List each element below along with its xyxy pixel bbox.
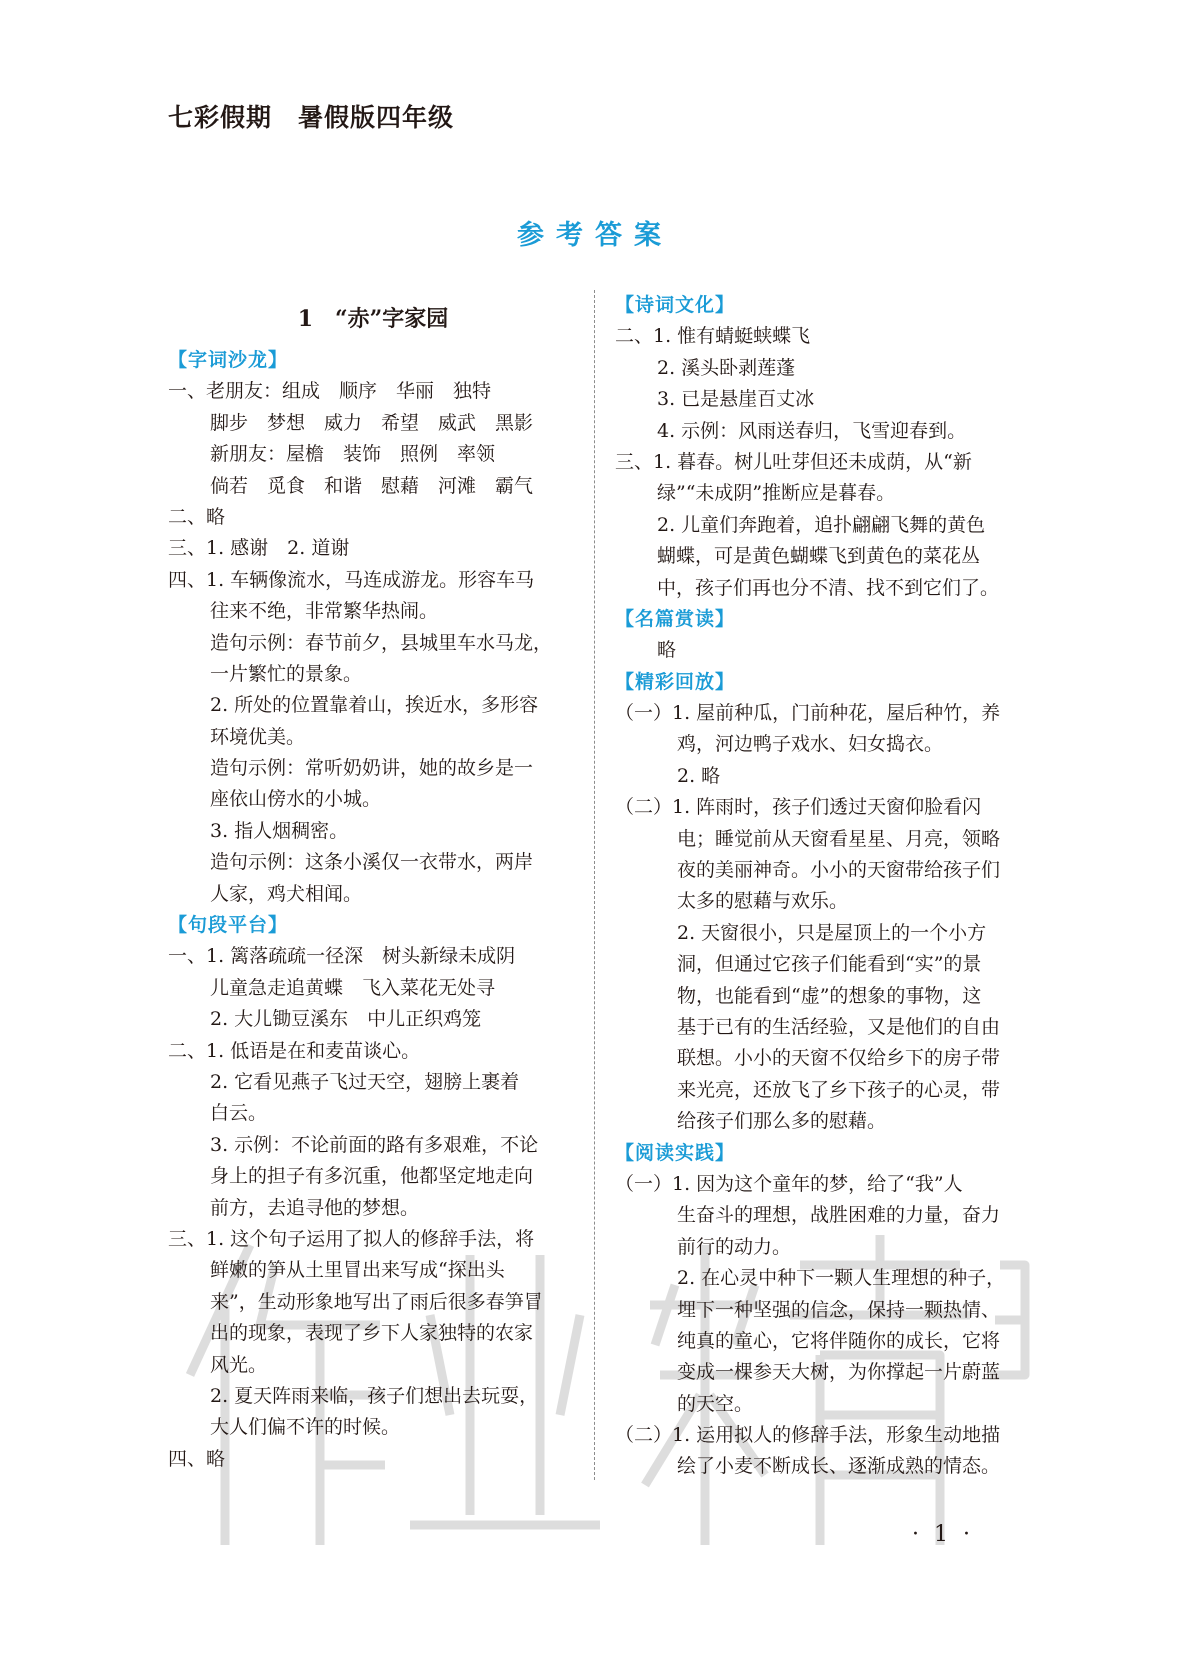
column-divider: [594, 290, 595, 1480]
answer-line: 三、1. 这个句子运用了拟人的修辞手法，将: [168, 1227, 535, 1250]
section-label-reading-practice: 【阅读实践】: [615, 1141, 736, 1164]
answer-line: 造句示例：常听奶奶讲，她的故乡是一: [210, 757, 534, 780]
answer-line: 四、略: [168, 1447, 226, 1470]
answer-line: 四、1. 车辆像流水，马连成游龙。形容车马: [168, 568, 535, 591]
answer-line: 生奋斗的理想，战胜困难的力量，奋力: [677, 1204, 1001, 1227]
answer-line: 2. 溪头卧剥莲蓬: [657, 356, 796, 379]
answer-line: 的天空。: [677, 1392, 754, 1415]
answer-line: 2. 天窗很小，只是屋顶上的一个小方: [677, 921, 987, 944]
answer-line: 鲜嫩的笋从土里冒出来写成“探出头: [210, 1259, 505, 1282]
answer-line: 2. 所处的位置靠着山，挨近水，多形容: [210, 694, 539, 717]
section-label-famous-reading: 【名篇赏读】: [615, 607, 736, 630]
answer-line: 埋下一种坚强的信念，保持一颗热情、: [677, 1298, 1001, 1321]
answer-line: 来”，生动形象地写出了雨后很多春笋冒: [210, 1290, 543, 1313]
answer-line: 前行的动力。: [677, 1235, 792, 1258]
answer-line: 一、老朋友：组成 顺序 华丽 独特: [168, 380, 492, 403]
page-number: · 1 ·: [912, 1522, 974, 1547]
answer-line: 2. 夏天阵雨来临，孩子们想出去玩耍，: [210, 1384, 539, 1407]
answer-line: 往来不绝，非常繁华热闹。: [210, 600, 439, 623]
answer-line: 出的现象，表现了乡下人家独特的农家: [210, 1322, 534, 1345]
answer-line: 2. 儿童们奔跑着，追扑翩翩飞舞的黄色: [657, 513, 986, 536]
answer-line: 人家，鸡犬相闻。: [210, 882, 363, 905]
answer-line: 变成一棵参天大树，为你撑起一片蔚蓝: [677, 1361, 1001, 1384]
answer-line: 白云。: [210, 1102, 268, 1125]
answer-line: （一）1. 屋前种瓜，门前种花，屋后种竹，养: [615, 702, 1001, 725]
answer-line: （二）1. 运用拟人的修辞手法，形象生动地描: [615, 1424, 1001, 1447]
answer-line: 二、1. 惟有蜻蜓蛱蝶飞: [615, 325, 811, 348]
answer-line: 绘了小麦不断成长、逐渐成熟的情态。: [677, 1455, 1001, 1478]
answer-line: 太多的慰藉与欢乐。: [677, 890, 849, 913]
section-label-sentence-platform: 【句段平台】: [168, 914, 289, 937]
answer-line: 绿”“未成阴”推断应是暮春。: [657, 482, 896, 505]
answer-line: 一片繁忙的景象。: [210, 662, 363, 685]
answer-line: 2. 在心灵中种下一颗人生理想的种子，: [677, 1267, 1006, 1290]
answer-line: 基于已有的生活经验，又是他们的自由: [677, 1015, 1001, 1038]
answer-line: 造句示例：这条小溪仅一衣带水，两岸: [210, 851, 534, 874]
answer-line: 3. 示例：不论前面的路有多艰难，不论: [210, 1133, 539, 1156]
answer-line: 三、1. 暮春。树儿吐芽但还未成荫，从“新: [615, 450, 972, 473]
answer-line: 脚步 梦想 威力 希望 威武 黑影: [210, 411, 534, 434]
answer-line: 风光。: [210, 1353, 268, 1376]
answer-line: 给孩子们那么多的慰藉。: [677, 1110, 887, 1133]
answer-line: 二、1. 低语是在和麦苗谈心。: [168, 1039, 421, 1062]
answer-line: 略: [657, 639, 677, 662]
answer-line: 纯真的童心，它将伴随你的成长，它将: [677, 1329, 1001, 1352]
answer-line: 4. 示例：风雨送春归，飞雪迎春到。: [657, 419, 967, 442]
answer-line: 前方，去追寻他的梦想。: [210, 1196, 420, 1219]
answer-line: 大人们偏不许的时候。: [210, 1416, 401, 1439]
answer-line: 2. 它看见燕子飞过天空，翅膀上裹着: [210, 1070, 520, 1093]
answer-line: 2. 略: [677, 764, 721, 787]
answer-line: 中，孩子们再也分不清、找不到它们了。: [657, 576, 1000, 599]
answer-line: 夜的美丽神奇。小小的天窗带给孩子们: [677, 859, 1001, 882]
answer-line: （一）1. 因为这个童年的梦，给了“我”人: [615, 1172, 963, 1195]
section-label-word-salon: 【字词沙龙】: [168, 349, 289, 371]
answer-line: 3. 指人烟稠密。: [210, 819, 349, 842]
answers-heading: 参考答案: [517, 220, 673, 251]
answer-line: 蝴蝶，可是黄色蝴蝶飞到黄色的菜花丛: [657, 545, 981, 568]
answer-line: 二、略: [168, 505, 226, 528]
answer-line: 3. 已是悬崖百丈冰: [657, 388, 815, 411]
answer-line: 造句示例：春节前夕，县城里车水马龙，: [210, 631, 553, 654]
right-column: [615, 290, 1025, 1483]
answer-line: 环境优美。: [210, 725, 306, 748]
answer-line: 新朋友：屋檐 装饰 照例 率领: [210, 443, 496, 466]
answer-line: 来光亮，还放飞了乡下孩子的心灵，带: [677, 1078, 1001, 1101]
answer-line: 一、1. 篱落疏疏一径深 树头新绿未成阴: [168, 945, 516, 968]
answer-line: 电；睡觉前从天窗看星星、月亮，领略: [677, 827, 1001, 850]
answer-line: 儿童急走追黄蝶 飞入菜花无处寻: [210, 976, 496, 999]
answer-line: 座依山傍水的小城。: [210, 788, 382, 811]
left-column: [168, 290, 578, 1475]
section-label-poetry-culture: 【诗词文化】: [615, 294, 736, 316]
answer-line: 物，也能看到“虚”的想象的事物，这: [677, 984, 982, 1007]
answer-line: （二）1. 阵雨时，孩子们透过天窗仰脸看闪: [615, 796, 982, 819]
answer-line: 2. 大儿锄豆溪东 中儿正织鸡笼: [210, 1008, 482, 1031]
answer-line: 倘若 觅食 和谐 慰藉 河滩 霸气: [210, 474, 534, 497]
answer-line: 联想。小小的天窗不仅给乡下的房子带: [677, 1047, 1001, 1070]
lesson-title: 1 “赤”字家园: [297, 306, 449, 332]
answer-line: 三、1. 感谢 2. 道谢: [168, 537, 350, 560]
section-label-highlight-replay: 【精彩回放】: [615, 670, 736, 693]
answer-line: 身上的担子有多沉重，他都坚定地走向: [210, 1165, 534, 1188]
answer-line: 洞，但通过它孩子们能看到“实”的景: [677, 953, 982, 976]
header-title: 七彩假期 暑假版四年级: [168, 103, 455, 132]
answer-line: 鸡，河边鸭子戏水、妇女捣衣。: [677, 733, 944, 756]
